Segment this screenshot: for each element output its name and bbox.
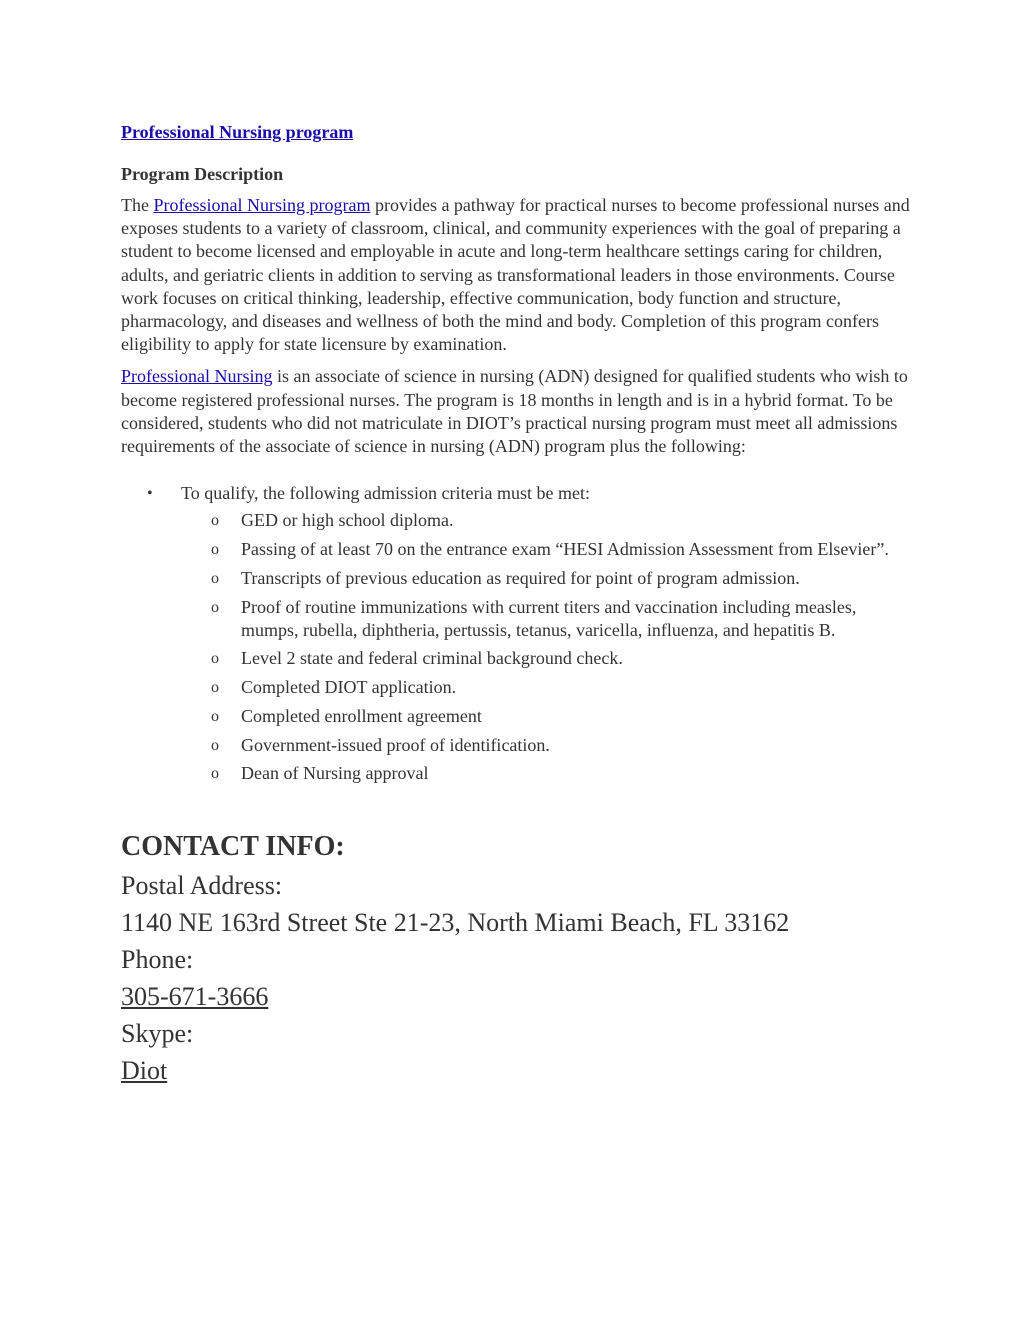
criteria-sub-list	[181, 509, 911, 785]
list-item	[181, 567, 911, 590]
program-description-paragraph	[121, 194, 911, 356]
list-item	[181, 734, 911, 757]
circle-bullet-icon: o	[211, 707, 219, 725]
list-item	[181, 676, 911, 699]
list-item	[181, 596, 911, 642]
circle-bullet-icon: o	[211, 679, 219, 697]
bullet-icon: •	[147, 485, 153, 503]
criteria-item-text: Government-issued proof of identification.	[241, 734, 550, 755]
circle-bullet-icon: o	[211, 598, 219, 616]
skype-label: Skype:	[121, 1019, 194, 1049]
contact-info-section	[121, 829, 911, 1089]
paragraph2-text: is an associate of science in nursing (ADN) designed for qualified students who wish to become registered professional nurses. The program is 18 months in length and is in a hybrid format. To be considered, students who did not matriculate in DIOT’s practical nursing program must meet all admissions requirements of the associate of science in nursing (ADN) program plus the following:	[121, 366, 908, 457]
criteria-intro-text: To qualify, the following admission criteria must be met:	[181, 483, 590, 504]
criteria-item-text: Transcripts of previous education as required for point of program admission.	[241, 567, 800, 588]
phone-label: Phone:	[121, 945, 194, 975]
program-description-heading: Program Description	[121, 164, 284, 184]
professional-nursing-inline-link[interactable]: Professional Nursing	[121, 366, 273, 387]
criteria-item-text: GED or high school diploma.	[241, 510, 454, 531]
adn-description-paragraph	[121, 365, 911, 458]
list-item	[181, 647, 911, 670]
list-item	[181, 509, 911, 532]
criteria-intro-item	[121, 482, 911, 785]
skype-link[interactable]: Diot	[121, 1056, 168, 1086]
postal-address: 1140 NE 163rd Street Ste 21-23, North Miami Beach, FL 33162	[121, 908, 790, 938]
circle-bullet-icon: o	[211, 512, 219, 530]
professional-nursing-program-title-link[interactable]: Professional Nursing program	[121, 122, 354, 142]
list-item	[181, 538, 911, 561]
postal-address-label: Postal Address:	[121, 871, 283, 901]
list-item	[181, 705, 911, 728]
criteria-item-text: Completed enrollment agreement	[241, 705, 482, 726]
paragraph1-prefix: The	[121, 195, 154, 215]
circle-bullet-icon: o	[211, 765, 219, 783]
phone-link[interactable]: 305-671-3666	[121, 982, 269, 1012]
professional-nursing-program-inline-link[interactable]: Professional Nursing program	[153, 195, 371, 215]
circle-bullet-icon: o	[211, 650, 219, 668]
circle-bullet-icon: o	[211, 569, 219, 587]
list-item	[181, 762, 911, 785]
circle-bullet-icon: o	[211, 541, 219, 559]
contact-info-heading: CONTACT INFO:	[121, 831, 345, 863]
paragraph1-text: provides a pathway for practical nurses to become professional nurses and exposes students to a variety of classroom, clinical, and community experiences with the goal of preparing a student to become licensed and employable in acute and long-term healthcare settings caring for children, adults, and geriatric clients in addition to serving as transformational leaders in those environments. Course work focuses on critical thinking, leadership, effective communication, body function and structure, pharmacology, and diseases and wellness of both the mind and body. Completion of this program confers eligibility to apply for state licensure by examination.	[121, 195, 910, 355]
criteria-item-text: Passing of at least 70 on the entrance exam “HESI Admission Assessment from Elsevier”.	[241, 539, 889, 560]
criteria-item-text: Proof of routine immunizations with current titers and vaccination including measles, mumps, rubella, diphtheria, pertussis, tetanus, varicella, influenza, and hepatitis B.	[241, 596, 857, 640]
document-page	[121, 118, 911, 1089]
circle-bullet-icon: o	[211, 736, 219, 754]
criteria-item-text: Completed DIOT application.	[241, 677, 457, 698]
admission-criteria-list	[121, 482, 911, 785]
criteria-item-text: Dean of Nursing approval	[241, 763, 429, 784]
criteria-item-text: Level 2 state and federal criminal background check.	[241, 648, 623, 669]
